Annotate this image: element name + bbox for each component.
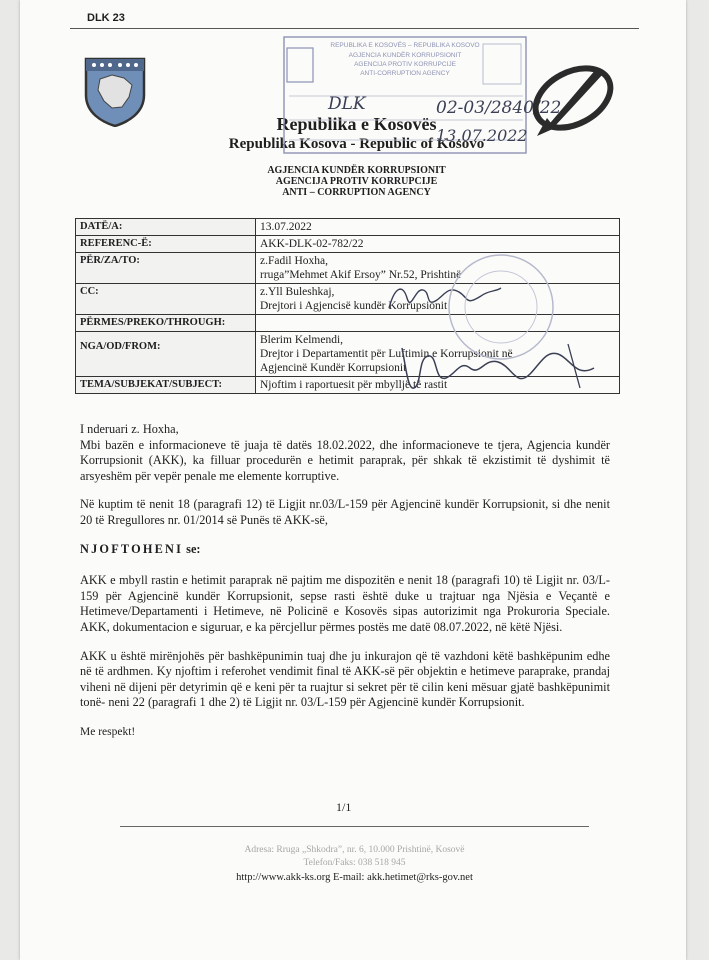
cc-label: CC: [76, 284, 256, 315]
agency-line-en: ANTI – CORRUPTION AGENCY [282, 187, 431, 198]
from-title-2: Agjencinë Kundër Korrupsionit [260, 362, 407, 374]
republic-title: Republika e Kosovës [276, 114, 437, 134]
stamp-number-handwritten: 02-03/2840/22 [436, 98, 562, 118]
stamp-line-4: ANTI-CORRUPTION AGENCY [360, 70, 450, 77]
stamp-date-handwritten: 13.07.2022 [436, 126, 528, 145]
letter-body [80, 422, 610, 741]
stamp-line-3: AGENCIJA PROTIV KORRUPCIJE [354, 61, 456, 68]
agency-name [2, 165, 709, 198]
through-label: PËRMES/PREKO/THROUGH: [76, 315, 256, 332]
stamp-unit-handwritten: DLK [328, 94, 366, 114]
date-value: 13.07.2022 [256, 219, 620, 236]
official-round-stamp [446, 252, 556, 362]
paragraph-4: AKK u është mirënjohës për bashkëpunimin tuaj dhe ju inkurajon që të vazhdoni këtë bashkëpunim edhe në të ardhmen. Ky njoftim i referohet vendimit final të AKK-së për objektin e hetimeve paraprake, prandaj viheni në dijeni për detyrimin që e keni për ta ruajtur si sekret për të cilin keni mësuar gjatë bashkëpunimit tonë- neni 22 (paragrafi 1 dhe 2) të Ligjit nr. 03/L-159 për Agjencinë kundër Korrupsionit. [80, 648, 610, 710]
subject-value: Njoftim i raportuesit për mbylljë të rastit [256, 377, 620, 394]
footer-rule [120, 826, 589, 827]
notify-line [80, 542, 610, 558]
salutation: I nderuari z. Hoxha, [80, 422, 179, 436]
closing: Me respekt! [80, 725, 136, 738]
to-label: PËR/ZA/TO: [76, 253, 256, 284]
header-rule [70, 28, 639, 29]
from-title: Drejtor i Departamentit për Luftimin e Korrupsionit në [260, 348, 513, 360]
notify-suffix: se: [183, 541, 201, 556]
row-date [76, 219, 620, 236]
to-name: z.Fadil Hoxha, [260, 255, 329, 267]
cc-name: z.Yll Buleshkaj, [260, 286, 335, 298]
agency-line-sr: AGENCIJA PROTIV KORRUPCIJE [275, 176, 438, 187]
notify-word: NJOFTOHENI [80, 541, 184, 556]
footer-phone: Telefon/Faks: 038 518 945 [303, 858, 406, 868]
row-reference [76, 236, 620, 253]
from-name: Blerim Kelmendi, [260, 334, 344, 346]
stamp-line-2: AGJENCIA KUNDËR KORRUPSIONIT [348, 52, 462, 59]
cc-title: Drejtori i Agjencisë kundër Korrupsionit [260, 300, 448, 312]
footer-web-email: http://www.akk-ks.org E-mail: akk.hetimet@rks-gov.net [236, 872, 473, 883]
agency-line-sq: AGJENCIA KUNDËR KORRUPSIONIT [267, 165, 446, 176]
republic-subtitle: Republika Kosova - Republic of Kosovo [228, 136, 485, 152]
paragraph-1: Mbi bazën e informacioneve të juaja të datës 18.02.2022, dhe informacioneve te tjera, Agjencia kundër Korrupsionit (AKK), ka filluar procedurën e hetimit paraprak, për shkak të ekzistimit të dyshimit të arsyeshëm për vepër penale me elemente korruptive. [80, 437, 610, 483]
from-label: NGA/OD/FROM: [76, 332, 256, 377]
stamp-line-1: REPUBLIKA E KOSOVËS – REPUBLIKA KOSOVO [330, 42, 480, 49]
date-label: DATË/A: [76, 219, 256, 236]
paragraph-2: Në kuptim të nenit 18 (paragrafi 12) të Ligjit nr.03/L-159 për Agjencinë kundër Korrupsionit, si dhe nenit 20 të Rregullores nr. 01/2014 së Punës të AKK-së, [80, 497, 610, 527]
subject-label: TEMA/SUBJEKAT/SUBJECT: [76, 377, 256, 394]
document-ref: DLK 23 [87, 12, 125, 24]
agency-logo-icon [525, 60, 620, 140]
reference-label: REFERENC-Ë: [76, 236, 256, 253]
footer-address: Adresa: Rruga „Shkodra”, nr. 6, 10.000 Prishtinë, Kosovë [244, 845, 465, 855]
paragraph-3: AKK e mbyll rastin e hetimit paraprak në pajtim me dispozitën e nenit 18 (paragrafi 10) të Ligjit nr. 03/L-159 për Agjencinë kundër Korrupsionit, sepse rasti është duke u trajtuar nga Njësia e Veçantë e Hetimeve/Departamenti i Hetimeve, në Policinë e Kosovës sipas autorizimit nga Prokuroria Speciale. AKK, dokumentacion e siguruar, e ka përcjellur përmes postës me datë 08.07.2022, në këtë Njësi. [80, 573, 610, 634]
reference-value: AKK-DLK-02-782/22 [256, 236, 620, 253]
page-number: 1/1 [336, 800, 352, 814]
to-address: rruga”Mehmet Akif Ersoy” Nr.52, Prishtinë [260, 269, 462, 281]
